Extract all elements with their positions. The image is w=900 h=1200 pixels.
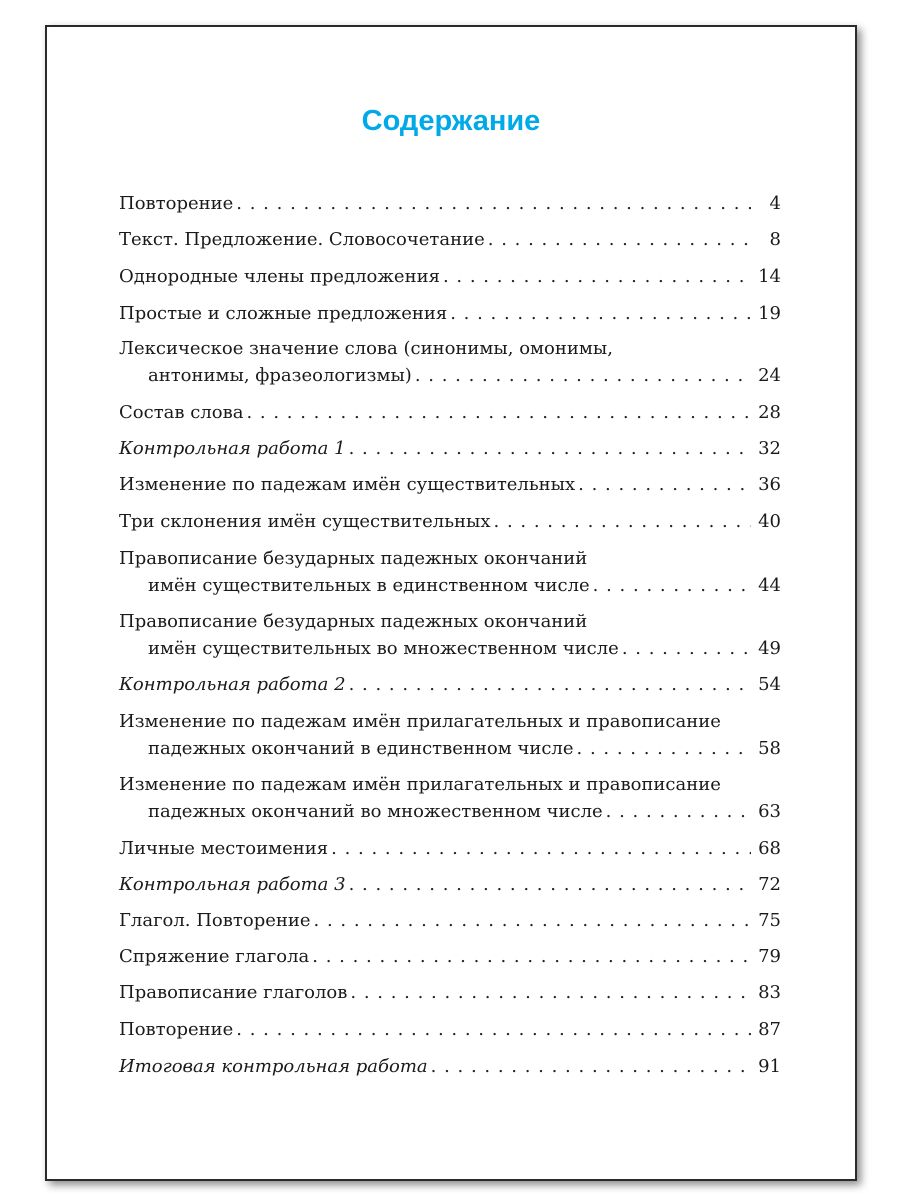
toc-entry-title: антонимы, фразеологизмы) [148,365,412,386]
toc-entry-title: Глагол. Повторение [119,910,311,931]
toc-entry[interactable] [119,508,781,535]
toc-entry-title: Контрольная работа 3 [119,874,346,895]
toc-entry-title: Изменение по падежам имён прилагательных и правописание [119,774,721,795]
dot-leader [312,943,751,970]
toc-entry-title: Контрольная работа 2 [119,674,346,695]
toc-entry[interactable] [119,608,781,662]
toc-page-number: 14 [758,266,781,287]
toc-entry-line [119,635,781,662]
dot-leader [236,1016,751,1043]
toc-page-number: 32 [758,438,781,459]
toc-entry-title: Правописание безударных падежных окончаний [119,548,588,569]
toc-entry[interactable] [119,871,781,898]
toc-entry[interactable] [119,545,781,599]
toc-entry-title: Личные местоимения [119,838,329,859]
dot-leader [431,1053,751,1080]
toc-entry-line [119,835,781,862]
toc-entry-title: Изменение по падежам имён существительных [119,474,576,495]
toc-entry-title: Лексическое значение слова (синонимы, омонимы, [119,338,613,359]
toc-page-number: 91 [758,1056,781,1077]
toc-entry-line [119,335,781,362]
dot-leader [622,635,751,662]
toc-entry[interactable] [119,671,781,698]
toc-page-number: 36 [758,474,781,495]
toc-entry[interactable] [119,708,781,762]
dot-leader [488,226,751,253]
dot-leader [246,399,751,426]
toc-entry[interactable] [119,835,781,862]
toc-entry-title: Простые и сложные предложения [119,303,448,324]
toc-page-number: 79 [758,946,781,967]
toc-entry-title: имён существительных в единственном числе [148,575,590,596]
toc-entry-line [119,572,781,599]
toc-entry[interactable] [119,335,781,389]
toc-page-number: 75 [758,910,781,931]
dot-leader [443,263,751,290]
toc-page-number: 54 [758,674,781,695]
toc-page-number: 87 [758,1019,781,1040]
toc-entry-line [119,708,781,735]
toc-entry[interactable] [119,226,781,253]
toc-entry-line [119,735,781,762]
toc-entry[interactable] [119,399,781,426]
dot-leader [606,798,751,825]
toc-page-number: 68 [758,838,781,859]
toc-entry-line [119,545,781,572]
toc-entry[interactable] [119,771,781,825]
toc-entry[interactable] [119,907,781,934]
toc-entry[interactable] [119,190,781,217]
dot-leader [314,907,751,934]
toc-entry-line [119,263,781,290]
toc-entry-line [119,979,781,1006]
toc-entry-title: падежных окончаний во множественном числе [148,801,603,822]
toc-entry[interactable] [119,300,781,327]
dot-leader [494,508,752,535]
toc-entry[interactable] [119,1016,781,1043]
toc-entry-title: Правописание безударных падежных окончаний [119,611,588,632]
dot-leader [578,471,751,498]
toc-entry-line [119,771,781,798]
toc-entry-line [119,798,781,825]
toc-entry-line [119,471,781,498]
toc-page-number: 28 [758,402,781,423]
dot-leader [415,362,751,389]
toc-entry[interactable] [119,1053,781,1080]
dot-leader [349,871,751,898]
toc-entry-line [119,190,781,217]
toc-entry-line [119,399,781,426]
toc-entry-line [119,226,781,253]
toc-entry-line [119,362,781,389]
dot-leader [450,300,751,327]
toc-entry-title: падежных окончаний в единственном числе [148,738,574,759]
toc-page-number: 63 [758,801,781,822]
dot-leader [593,572,751,599]
toc-page-number: 58 [758,738,781,759]
toc-entry[interactable] [119,471,781,498]
toc-entry-title: Изменение по падежам имён прилагательных и правописание [119,711,721,732]
toc-page-number: 72 [758,874,781,895]
toc-entry-title: Правописание глаголов [119,982,348,1003]
toc-page-number: 44 [758,575,781,596]
page-title: Содержание [361,105,541,137]
toc-entry[interactable] [119,979,781,1006]
toc-page-number: 19 [758,303,781,324]
dot-leader [331,835,751,862]
toc-page-number: 8 [769,229,781,250]
toc-entry-line [119,435,781,462]
toc-entry-line [119,300,781,327]
toc-entry-title: Текст. Предложение. Словосочетание [119,229,485,250]
dot-leader [349,671,751,698]
toc-entry-line [119,1016,781,1043]
toc-entry[interactable] [119,263,781,290]
toc-entry-title: Спряжение глагола [119,946,310,967]
toc-entry-line [119,1053,781,1080]
toc-entry-title: имён существительных во множественном числе [148,638,619,659]
toc-page-number: 4 [769,193,781,214]
toc-page-number: 83 [758,982,781,1003]
toc-entry-title: Итоговая контрольная работа [119,1056,428,1077]
toc-entry-line [119,608,781,635]
toc-entry-title: Однородные члены предложения [119,266,440,287]
toc-entry-title: Состав слова [119,402,244,423]
toc-entry[interactable] [119,435,781,462]
dot-leader [350,979,751,1006]
toc-page-number: 49 [758,638,781,659]
toc-entry-title: Повторение [119,193,234,214]
toc-entry-line [119,671,781,698]
dot-leader [577,735,751,762]
dot-leader [349,435,751,462]
toc-entry-line [119,508,781,535]
toc-entry-line [119,907,781,934]
dot-leader [236,190,751,217]
toc-entry[interactable] [119,943,781,970]
toc-entry-line [119,943,781,970]
toc-entry-title: Контрольная работа 1 [119,438,346,459]
toc-page-number: 24 [758,365,781,386]
toc-entry-title: Повторение [119,1019,234,1040]
toc-entry-title: Три склонения имён существительных [119,511,491,532]
toc-page-number: 40 [758,511,781,532]
toc-entry-line [119,871,781,898]
